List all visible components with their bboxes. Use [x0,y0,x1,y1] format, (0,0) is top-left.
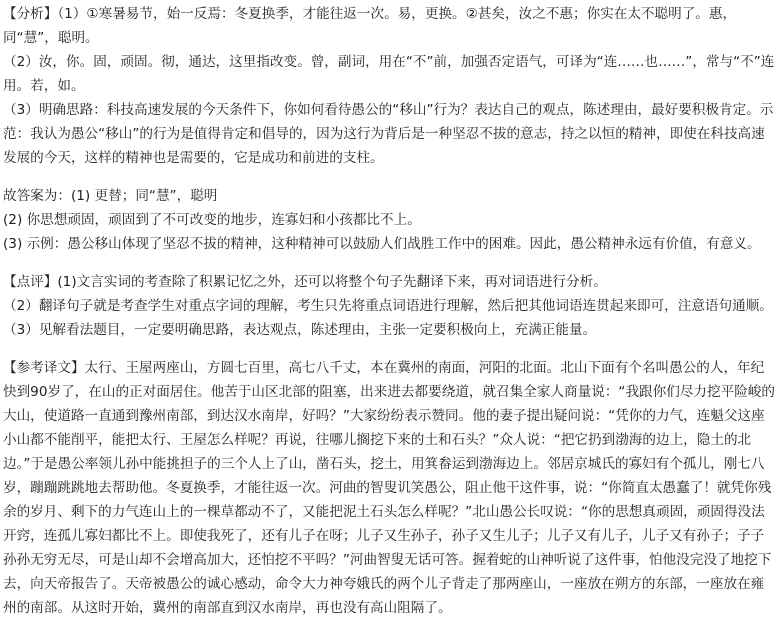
translation-paragraph: 【参考译文】太行、王屋两座山，方圆七百里，高七八千丈，本在冀州的南面，河阳的北面。北山下面有个名叫愚公的人，年纪快到90岁了，在山的正对面居住。他苦于山区北部的阻塞，出来进去都要绕道，就召集全家人商量说：“我跟你们尽力挖平险峻的大山，使道路一直通到豫州南部，到达汉水南岸，好吗？”大家纷纷表示赞同。他的妻子提出疑问说：“凭你的力气，连魁父这座小山都不能削平，能把太行、王屋怎么样呢？再说，往哪儿搁挖下来的土和石头？”众人说：“把它扔到渤海的边上，隐土的北边。”于是愚公率领儿孙中能挑担子的三个人上了山，凿石头，挖土，用箕畚运到渤海边上。邻居京城氏的寡妇有个孤儿，刚七八岁，蹦蹦跳跳地去帮助他。冬夏换季，才能往返一次。河曲的智叟讥笑愚公，阻止他干这件事，说：“你简直太愚蠢了！就凭你残余的岁月、剩下的力气连山上的一棵草都动不了，又能把泥土石头怎么样呢？”北山愚公长叹说：“你的思想真顽固，顽固得没法开窍，连孤儿寡妇都比不上。即使我死了，还有儿子在呀；儿子又生孙子，孙子又生儿子；儿子又有儿子，儿子又有孙子；子子孙孙无穷无尽，可是山却不会增高加大，还怕挖不平吗？”河曲智叟无话可答。握着蛇的山神听说了这件事，怕他没完没了地挖下去，向天帝报告了。天帝被愚公的诚心感动，命令大力神夸娥氏的两个儿子背走了那两座山，一座放在朔方的东部，一座放在雍州的南部。从这时开始，冀州的南部直到汉水南岸，再也没有高山阻隔了。 [3,360,775,616]
analysis-section [3,2,776,170]
answer-paragraph-3: (3) 示例：愚公移山体现了坚忍不拔的精神，这种精神可以鼓励人们战胜工作中的困难。因此，愚公精神永远有价值，有意义。 [3,236,761,252]
section-gap [3,256,776,270]
comment-section [3,270,776,342]
comment-paragraph-1: 【点评】(1)文言实词的考查除了积累记忆之外，还可以将整个句子先翻译下来，再对词语进行分析。 [3,274,607,290]
answer-paragraph-2: (2) 你思想顽固，顽固到了不可改变的地步，连寡妇和小孩都比不上。 [3,212,421,228]
section-gap [3,170,776,184]
translation-section [3,356,776,620]
answer-section [3,184,776,256]
section-gap [3,342,776,356]
comment-paragraph-2: （2）翻译句子就是考查学生对重点字词的理解，考生只先将重点词语进行理解，然后把其他词语连贯起来即可，注意语句通顺。 [3,298,773,314]
analysis-paragraph-3: （3）明确思路：科技高速发展的今天条件下，你如何看待愚公的“移山”行为？表达自己的观点，陈述理由，最好要积极肯定。示范：我认为愚公“移山”的行为是值得肯定和倡导的，因为这行为背后是一种坚忍不拔的意志，持之以恒的精神，即使在科技高速发展的今天，这样的精神也是需要的，它是成功和前进的支柱。 [3,102,774,166]
answer-paragraph-1: 故答案为：(1) 更替；同“慧”，聪明 [3,188,218,204]
analysis-paragraph-2: （2）汝，你。固，顽固。彻，通达，这里指改变。曾，副词，用在“不”前，加强否定语气，可译为“连……也……”，常与“不”连用。若，如。 [3,54,775,94]
analysis-paragraph-1: 【分析】（1）①寒暑易节，始一反焉：冬夏换季，才能往返一次。易，更换。②甚矣，汝之不惠；你实在太不聪明了。惠，同“慧”，聪明。 [3,6,737,46]
comment-paragraph-3: （3）见解看法题目，一定要明确思路，表达观点，陈述理由，主张一定要积极向上，充满正能量。 [3,322,597,338]
